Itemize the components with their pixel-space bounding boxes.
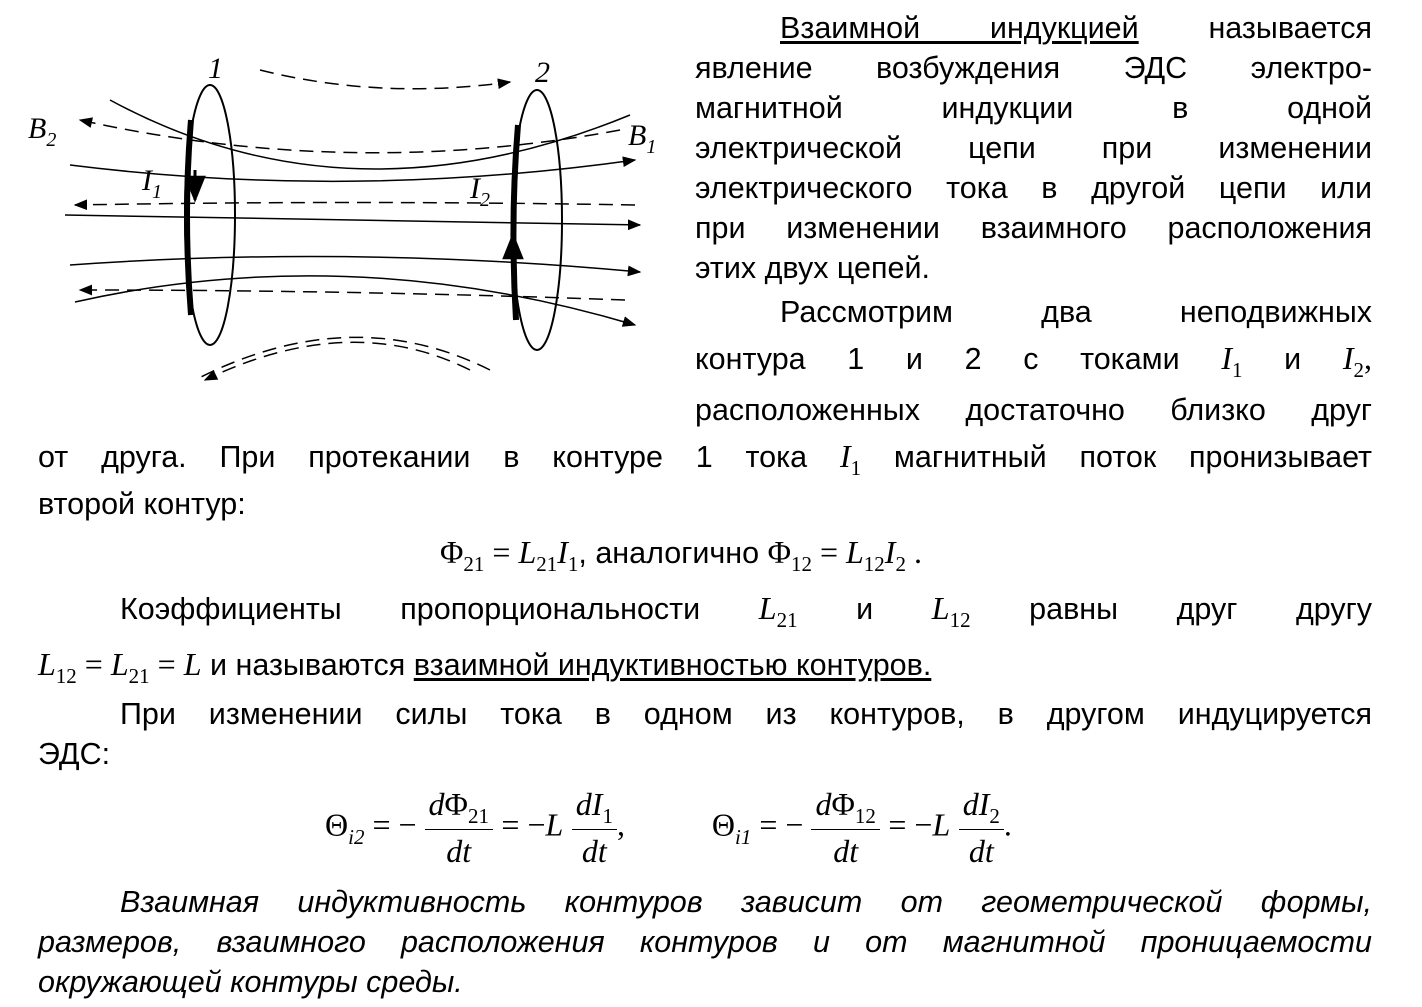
mutual-induction-figure [20,40,670,400]
b2-label: $B_2$ [28,112,57,151]
definition-term: Взаимной индукцией [780,11,1139,45]
mutual-inductance-term: взаимной индуктивностью контуров. [413,648,932,682]
coeff-line-1: Коэффициенты пропорциональности $L_{21}$ и $L_{12}$ равны друг другу [120,590,1373,632]
b1-label: $B_1$ [628,119,657,158]
definition-line-1: Взаимной индукцией называется [780,11,1372,45]
consider-line-3: расположенных достаточно близко друг [695,393,1372,427]
consider-line-5: второй контур: [38,487,246,521]
loop-2-label: 2 [535,56,550,89]
field-line [65,215,640,225]
conclusion-line-2: размеров, взаимного расположения контуров и от магнитной проницаемости [38,925,1372,959]
conclusion-line-3: окружающей контуры среды. [38,965,463,999]
field-line [70,256,640,272]
field-line-dashed [205,342,470,380]
i1-label: $I_1$ [142,164,162,203]
i2-label: $I_2$ [470,172,490,211]
field-line-dashed [260,70,510,89]
definition-body: явление возбуждения ЭДС электро- магнитной индукции в одной электрической цепи при изменении электрического тока в другой цепи или при изменении взаимного расположения этих двух цепей. [695,51,1372,285]
field-line [75,276,635,325]
conclusion-line-1: Взаимная индуктивность контуров зависит от геометрической формы, [120,885,1372,919]
emf-equations: $\Theta_{i2}$ = − $\frac{d\Phi_{21}}{dt}$ = −L $\frac{dI_1}{dt}$ , $\Theta_{i1}$ = − $\frac{d\Phi_{12}}{dt}$ = −L $\frac{dI_2}{dt}$ . [325,786,1012,869]
consider-line-1: Рассмотрим два неподвижных [780,295,1372,329]
emf-line-1: При изменении силы тока в одном из контуров, в другом индуцируется [120,697,1372,731]
coeff-line-2: $L_{12} = L_{21} = L$ и называются взаимной индуктивностью контуров. [38,646,932,688]
field-line [70,160,635,181]
flux-equation: $\Phi_{21} = L_{21}I_1$, аналогично $\Phi_{12} = L_{12}I_2$ . [440,534,922,576]
loop-1-label: 1 [208,52,223,85]
consider-line-2: контура 1 и 2 с токами $I_1$ и $I_2$, [695,340,1372,382]
field-line-dashed [80,290,625,300]
emf-line-2: ЭДС: [38,737,111,771]
consider-line-4: от друга. При протекании в контуре 1 тока $I_1$ магнитный поток пронизывает [38,438,1372,480]
